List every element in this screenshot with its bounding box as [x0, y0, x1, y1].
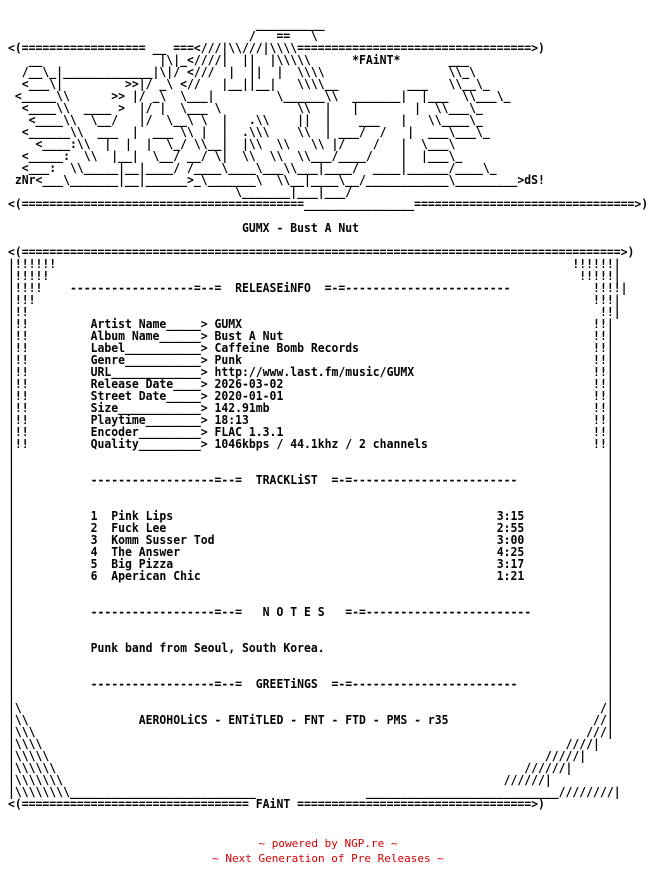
- nfo-line: / == \: [8, 28, 318, 43]
- nfo-line: <(=========================================________________================================>): [8, 196, 649, 211]
- nfo-line: GUMX - Bust A Nut: [8, 220, 360, 235]
- nfo-line: <_____\\ >> |/ _\ \___| \______\\ _______| |___ \\___\_: [8, 88, 511, 103]
- nfo-line: |!! Album Name______> Bust A Nut !!|: [8, 328, 614, 343]
- nfo-line: |!! Genre___________> Punk !!|: [8, 352, 614, 367]
- nfo-line: |!! Encoder_________> FLAC 1.3.1 !!|: [8, 424, 614, 439]
- nfo-line: <______\\ ___ | ___ \\ | | .\\\ \\ | ___/ / | ___\___\_: [8, 124, 490, 139]
- nfo-line: | |: [8, 652, 614, 667]
- nfo-line: | 6 Aperican Chic 1:21 |: [8, 568, 614, 583]
- nfo-line: | 2 Fuck Lee 2:55 |: [8, 520, 614, 535]
- nfo-line: /__\_|_____________|\|/ </// | || | \\\\ \\_\: [8, 64, 477, 79]
- nfo-line: |!! Release Date____> 2026-03-02 !!|: [8, 376, 614, 391]
- nfo-line: <___\| >>|/ _\ <// |__||__| \\\\__ ___ \\__\_: [8, 76, 490, 91]
- nfo-line: <(================== __ ===<///|\\///|\\\\==================================>): [8, 40, 545, 55]
- nfo-line: | |: [8, 448, 614, 463]
- nfo-line: | 5 Big Pizza 3:17 |: [8, 556, 614, 571]
- nfo-line: |!!!! ------------------=--= RELEASEiNFO =-=------------------------ !!!!|: [8, 280, 628, 295]
- nfo-line: __ |\|_<////| || |\\\\\ *FAiNT* ___: [8, 52, 470, 67]
- nfo-line: |\\\\\ /////|: [8, 748, 587, 763]
- nfo-line: | |: [8, 496, 614, 511]
- nfo-line: | |: [8, 592, 614, 607]
- powered-by-line: ~ powered by NGP.re ~: [258, 837, 398, 850]
- nfo-line: |!! Playtime________> 18:13 !!|: [8, 412, 614, 427]
- nfo-line: | |: [8, 628, 614, 643]
- nfo-line: | 4 The Answer 4:25 |: [8, 544, 614, 559]
- nfo-line: | |: [8, 460, 614, 475]
- nfo-line: <____:\\ | | | \_/ \\__| |\\ \\ \\ |/ / | \___\: [8, 136, 456, 151]
- nfo-line: |\\\\\\\ //////|: [8, 772, 552, 787]
- nfo-line: |!!! !!!|: [8, 292, 621, 307]
- nfo-line: | ------------------=--= N O T E S =-=------------------------ |: [8, 604, 614, 619]
- nfo-line: | ------------------=--= GREETiNGS =-=------------------------ |: [8, 676, 614, 691]
- nfo-line: | Punk band from Seoul, South Korea. |: [8, 640, 614, 655]
- nfo-line: |!! Size____________> 142.91mb !!|: [8, 400, 614, 415]
- nfo-line: |\\\\\\\\___________________________ ____________________________////////|: [8, 784, 621, 799]
- nfo-line: <_____: \\ |__| \__/ __/ \| \\ \\ \\___/____/ | |___\_: [8, 148, 463, 163]
- nfo-line: __________: [8, 16, 325, 31]
- nfo-line: | ------------------=--= TRACKLiST =-=------------------------ |: [8, 472, 614, 487]
- nfo-line: zNr<___\_______|__|______>_\_______\ \\__|____\__/____________\_________>dS!: [8, 172, 545, 187]
- ngp-tagline: ~ Next Generation of Pre Releases ~: [212, 852, 444, 865]
- nfo-line: |!! Artist Name_____> GUMX !!|: [8, 316, 614, 331]
- nfo-line: | 1 Pink Lips 3:15 |: [8, 508, 614, 523]
- nfo-line: |!! Label___________> Caffeine Bomb Records !!|: [8, 340, 614, 355]
- nfo-line: |!! !!|: [8, 304, 621, 319]
- nfo-line: |\\ AEROHOLiCS - ENTiTLED - FNT - FTD - PMS - r35 //|: [8, 712, 614, 727]
- nfo-line: | |: [8, 484, 614, 499]
- nfo-line: |!! Street Date_____> 2020-01-01 !!|: [8, 388, 614, 403]
- nfo-line: |\\\\ ////|: [8, 736, 600, 751]
- nfo-line: | |: [8, 616, 614, 631]
- nfo-line: |!!!!!! !!!!!!|: [8, 256, 621, 271]
- nfo-line: |!! Quality_________> 1046kbps / 44.1khz / 2 channels !!|: [8, 436, 614, 451]
- nfo-text: [8, 18, 648, 810]
- footer: [0, 836, 656, 866]
- nfo-line: \_______|___|___/: [8, 184, 353, 199]
- nfo-line: <___: \\_____|__|____/ /____\____\___\\___|____/ ____|______/____\_: [8, 160, 497, 175]
- nfo-line: |\\\ ///|: [8, 724, 614, 739]
- nfo-line: <____\\ ____ > |/ | \___ \ \\ | | | \\___\_: [8, 100, 483, 115]
- nfo-line: <(=======================================================================================>): [8, 244, 635, 259]
- nfo-line: <(================================= FAiNT ==================================>): [8, 796, 545, 811]
- nfo-line: | |: [8, 688, 614, 703]
- nfo-line: |!!!!! !!!!!|: [8, 268, 621, 283]
- nfo-line: |!! URL_____________> http://www.last.fm/music/GUMX !!|: [8, 364, 614, 379]
- nfo-line: | 3 Komm Susser Tod 3:00 |: [8, 532, 614, 547]
- nfo-line: |\ /|: [8, 700, 614, 715]
- nfo-line: | |: [8, 580, 614, 595]
- nfo-line: |\\\\\\ //////|: [8, 760, 573, 775]
- nfo-line: <____\\ \__/ |/ \__\ \ | .\\ || | ___ | \\____\_: [8, 112, 483, 127]
- nfo-line: | |: [8, 664, 614, 679]
